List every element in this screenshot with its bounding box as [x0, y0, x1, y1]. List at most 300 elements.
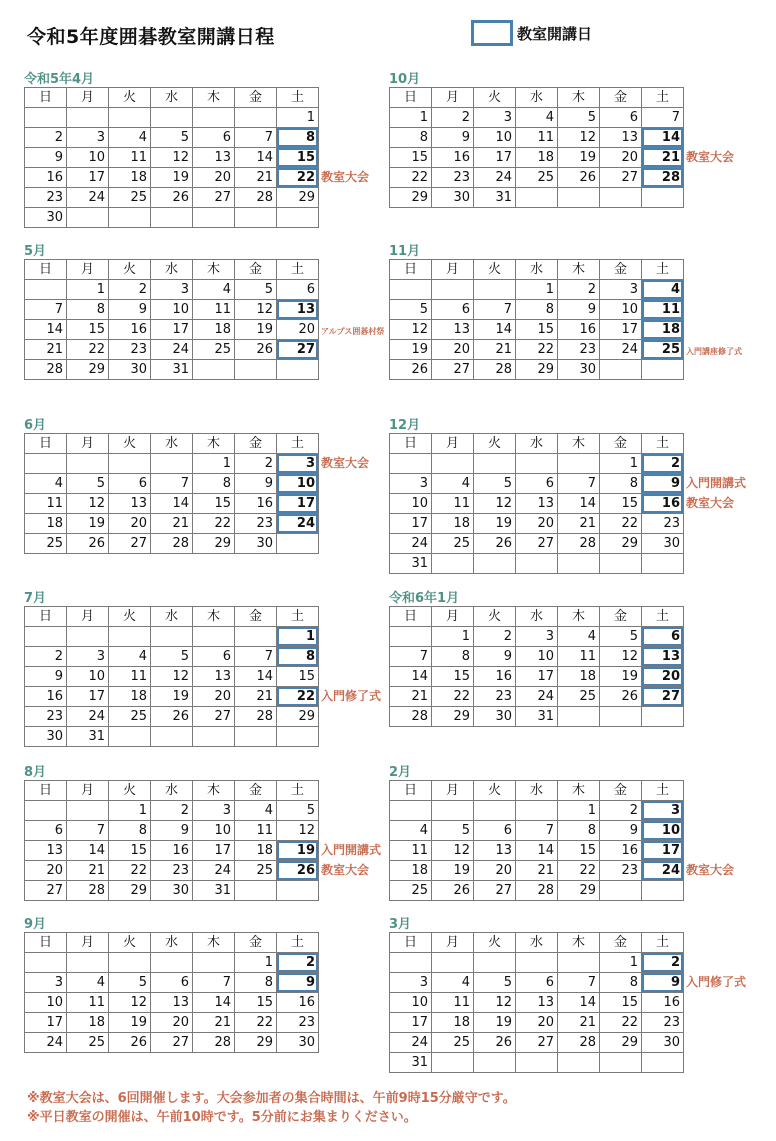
- day-cell: 23: [151, 861, 193, 881]
- day-cell: 6: [151, 973, 193, 993]
- weekday-header: 木: [558, 88, 600, 108]
- day-cell: 7: [193, 973, 235, 993]
- day-cell: 28: [390, 707, 432, 727]
- event-note: 教室大会: [686, 863, 735, 877]
- weekday-header: 水: [516, 260, 558, 280]
- week-row: [390, 108, 684, 128]
- day-cell: 13: [516, 494, 558, 514]
- day-cell: 20: [432, 340, 474, 360]
- week-row: [390, 320, 684, 340]
- day-cell: 15: [558, 841, 600, 861]
- class-day-cell: 2: [642, 953, 684, 973]
- week-row: [25, 881, 319, 901]
- weekday-header: 木: [193, 607, 235, 627]
- day-cell: 27: [151, 1033, 193, 1053]
- day-cell: 4: [109, 128, 151, 148]
- day-cell: 26: [390, 360, 432, 380]
- weekday-header: 土: [277, 781, 319, 801]
- empty-cell: [642, 554, 684, 574]
- day-cell: 3: [390, 973, 432, 993]
- day-cell: 25: [109, 188, 151, 208]
- empty-cell: [432, 554, 474, 574]
- empty-cell: [474, 280, 516, 300]
- week-row: [25, 514, 319, 534]
- day-cell: 1: [600, 953, 642, 973]
- day-cell: 7: [558, 474, 600, 494]
- empty-cell: [432, 953, 474, 973]
- calendar-table: [389, 932, 684, 1073]
- day-cell: 29: [193, 534, 235, 554]
- weekday-header: 日: [25, 607, 67, 627]
- day-cell: 20: [516, 1013, 558, 1033]
- day-cell: 15: [235, 993, 277, 1013]
- day-cell: 29: [109, 881, 151, 901]
- class-day-cell: 20: [642, 667, 684, 687]
- day-cell: 11: [432, 494, 474, 514]
- class-day-cell: 9: [277, 973, 319, 993]
- weekday-header: 水: [151, 434, 193, 454]
- class-day-cell: 19: [277, 841, 319, 861]
- day-cell: 27: [193, 707, 235, 727]
- weekday-header: 金: [600, 260, 642, 280]
- day-cell: 17: [67, 687, 109, 707]
- day-cell: 13: [474, 841, 516, 861]
- day-cell: 29: [277, 188, 319, 208]
- empty-cell: [432, 801, 474, 821]
- day-cell: 2: [25, 647, 67, 667]
- day-cell: 7: [151, 474, 193, 494]
- weekday-header: 金: [235, 933, 277, 953]
- week-row: [390, 801, 684, 821]
- weekday-header: 金: [600, 781, 642, 801]
- day-cell: 12: [109, 993, 151, 1013]
- day-cell: 17: [151, 320, 193, 340]
- empty-cell: [193, 208, 235, 228]
- empty-cell: [390, 953, 432, 973]
- day-cell: 16: [432, 148, 474, 168]
- day-cell: 9: [432, 128, 474, 148]
- day-cell: 16: [277, 993, 319, 1013]
- day-cell: 10: [25, 993, 67, 1013]
- week-row: [25, 474, 319, 494]
- weekday-header: 日: [25, 781, 67, 801]
- day-cell: 31: [474, 188, 516, 208]
- day-cell: 18: [390, 861, 432, 881]
- day-cell: 5: [151, 128, 193, 148]
- weekday-header: 日: [390, 933, 432, 953]
- empty-cell: [600, 881, 642, 901]
- event-note: 教室大会: [686, 496, 735, 510]
- day-cell: 25: [432, 1033, 474, 1053]
- empty-cell: [25, 801, 67, 821]
- day-cell: 21: [235, 687, 277, 707]
- day-cell: 27: [193, 188, 235, 208]
- day-cell: 7: [235, 128, 277, 148]
- day-cell: 23: [432, 168, 474, 188]
- weekday-header: 木: [193, 933, 235, 953]
- day-cell: 20: [277, 320, 319, 340]
- event-note: 入門開講式: [321, 843, 382, 857]
- empty-cell: [151, 727, 193, 747]
- day-cell: 7: [25, 300, 67, 320]
- day-cell: 25: [25, 534, 67, 554]
- day-cell: 16: [558, 320, 600, 340]
- event-note: 教室大会: [321, 170, 370, 184]
- day-cell: 27: [109, 534, 151, 554]
- day-cell: 17: [516, 667, 558, 687]
- empty-cell: [151, 627, 193, 647]
- empty-cell: [235, 727, 277, 747]
- day-cell: 16: [474, 667, 516, 687]
- day-cell: 11: [432, 993, 474, 1013]
- day-cell: 29: [67, 360, 109, 380]
- day-cell: 11: [516, 128, 558, 148]
- weekday-header: 日: [390, 260, 432, 280]
- day-cell: 21: [390, 687, 432, 707]
- empty-cell: [432, 280, 474, 300]
- day-cell: 11: [235, 821, 277, 841]
- class-day-cell: 22: [277, 168, 319, 188]
- month-label: 9月: [24, 917, 47, 932]
- calendar-table: [24, 433, 319, 554]
- day-cell: 2: [432, 108, 474, 128]
- day-cell: 13: [151, 993, 193, 1013]
- day-cell: 23: [474, 687, 516, 707]
- week-row: [390, 554, 684, 574]
- day-cell: 29: [390, 188, 432, 208]
- day-cell: 17: [390, 1013, 432, 1033]
- week-row: [25, 1033, 319, 1053]
- event-note: 教室大会: [686, 150, 735, 164]
- calendar-table: [389, 259, 684, 380]
- day-cell: 26: [151, 188, 193, 208]
- week-row: [390, 953, 684, 973]
- day-cell: 6: [516, 474, 558, 494]
- week-row: [390, 514, 684, 534]
- day-cell: 12: [277, 821, 319, 841]
- day-cell: 18: [432, 514, 474, 534]
- day-cell: 12: [67, 494, 109, 514]
- weekday-header: 金: [235, 607, 277, 627]
- empty-cell: [642, 1053, 684, 1073]
- week-row: [390, 1013, 684, 1033]
- day-cell: 14: [235, 667, 277, 687]
- weekday-header: 月: [67, 88, 109, 108]
- day-cell: 24: [474, 168, 516, 188]
- week-row: [390, 1033, 684, 1053]
- day-cell: 26: [151, 707, 193, 727]
- day-cell: 5: [474, 973, 516, 993]
- day-cell: 12: [474, 993, 516, 1013]
- day-cell: 30: [474, 707, 516, 727]
- class-day-cell: 8: [277, 647, 319, 667]
- calendar-table: [389, 433, 684, 574]
- week-row: [390, 993, 684, 1013]
- weekday-header: 水: [151, 88, 193, 108]
- day-cell: 17: [25, 1013, 67, 1033]
- day-cell: 5: [67, 474, 109, 494]
- day-cell: 16: [151, 841, 193, 861]
- day-cell: 9: [25, 667, 67, 687]
- day-cell: 25: [67, 1033, 109, 1053]
- day-cell: 24: [600, 340, 642, 360]
- weekday-header: 土: [642, 607, 684, 627]
- week-row: [25, 280, 319, 300]
- day-cell: 28: [558, 534, 600, 554]
- day-cell: 5: [151, 647, 193, 667]
- class-day-cell: 10: [277, 474, 319, 494]
- class-day-cell: 16: [642, 494, 684, 514]
- day-cell: 12: [235, 300, 277, 320]
- event-note: 入門修了式: [686, 975, 747, 989]
- weekday-header: 日: [25, 933, 67, 953]
- weekday-header: 水: [516, 434, 558, 454]
- day-cell: 5: [474, 474, 516, 494]
- empty-cell: [235, 108, 277, 128]
- day-cell: 8: [193, 474, 235, 494]
- weekday-header: 金: [600, 933, 642, 953]
- event-note: 入門開講式: [686, 476, 747, 490]
- day-cell: 11: [109, 667, 151, 687]
- day-cell: 8: [109, 821, 151, 841]
- day-cell: 17: [600, 320, 642, 340]
- weekday-header: 月: [432, 260, 474, 280]
- day-cell: 15: [390, 148, 432, 168]
- class-day-cell: 2: [277, 953, 319, 973]
- day-cell: 12: [432, 841, 474, 861]
- week-row: [390, 647, 684, 667]
- day-cell: 15: [277, 667, 319, 687]
- empty-cell: [516, 554, 558, 574]
- day-cell: 28: [193, 1033, 235, 1053]
- empty-cell: [109, 454, 151, 474]
- day-cell: 8: [432, 647, 474, 667]
- day-cell: 20: [25, 861, 67, 881]
- day-cell: 10: [516, 647, 558, 667]
- empty-cell: [558, 707, 600, 727]
- day-cell: 21: [193, 1013, 235, 1033]
- day-cell: 7: [390, 647, 432, 667]
- day-cell: 14: [193, 993, 235, 1013]
- empty-cell: [277, 360, 319, 380]
- empty-cell: [193, 727, 235, 747]
- empty-cell: [151, 108, 193, 128]
- week-row: [25, 727, 319, 747]
- empty-cell: [390, 454, 432, 474]
- empty-cell: [67, 627, 109, 647]
- empty-cell: [600, 360, 642, 380]
- class-day-cell: 14: [642, 128, 684, 148]
- day-cell: 24: [67, 188, 109, 208]
- day-cell: 20: [516, 514, 558, 534]
- day-cell: 19: [67, 514, 109, 534]
- day-cell: 17: [474, 148, 516, 168]
- day-cell: 22: [193, 514, 235, 534]
- day-cell: 15: [516, 320, 558, 340]
- empty-cell: [235, 360, 277, 380]
- empty-cell: [600, 1053, 642, 1073]
- class-day-cell: 27: [277, 340, 319, 360]
- day-cell: 29: [516, 360, 558, 380]
- day-cell: 2: [25, 128, 67, 148]
- day-cell: 19: [558, 148, 600, 168]
- day-cell: 12: [151, 148, 193, 168]
- week-row: [390, 687, 684, 707]
- empty-cell: [109, 727, 151, 747]
- day-cell: 16: [235, 494, 277, 514]
- day-cell: 22: [67, 340, 109, 360]
- day-cell: 22: [558, 861, 600, 881]
- week-row: [390, 340, 684, 360]
- day-cell: 14: [235, 148, 277, 168]
- day-cell: 30: [642, 534, 684, 554]
- empty-cell: [235, 881, 277, 901]
- day-cell: 12: [600, 647, 642, 667]
- empty-cell: [67, 454, 109, 474]
- empty-cell: [109, 208, 151, 228]
- weekday-header: 日: [390, 781, 432, 801]
- day-cell: 21: [235, 168, 277, 188]
- day-cell: 1: [109, 801, 151, 821]
- week-row: [390, 300, 684, 320]
- weekday-header: 日: [25, 434, 67, 454]
- empty-cell: [516, 801, 558, 821]
- calendar-table: [24, 606, 319, 747]
- day-cell: 25: [193, 340, 235, 360]
- week-row: [390, 841, 684, 861]
- week-row: [390, 667, 684, 687]
- day-cell: 29: [558, 881, 600, 901]
- empty-cell: [25, 953, 67, 973]
- weekday-header: 土: [642, 933, 684, 953]
- day-cell: 11: [109, 148, 151, 168]
- month-label: 12月: [389, 418, 421, 433]
- day-cell: 5: [432, 821, 474, 841]
- day-cell: 4: [67, 973, 109, 993]
- day-cell: 19: [474, 1013, 516, 1033]
- week-row: [390, 881, 684, 901]
- day-cell: 28: [516, 881, 558, 901]
- weekday-header: 月: [67, 260, 109, 280]
- class-day-cell: 2: [642, 454, 684, 474]
- day-cell: 7: [516, 821, 558, 841]
- day-cell: 30: [277, 1033, 319, 1053]
- day-cell: 4: [516, 108, 558, 128]
- weekday-header: 木: [558, 933, 600, 953]
- empty-cell: [432, 454, 474, 474]
- weekday-header: 月: [432, 434, 474, 454]
- empty-cell: [193, 108, 235, 128]
- class-day-cell: 8: [277, 128, 319, 148]
- class-day-cell: 4: [642, 280, 684, 300]
- weekday-header: 木: [193, 260, 235, 280]
- day-cell: 3: [390, 474, 432, 494]
- empty-cell: [390, 801, 432, 821]
- day-cell: 5: [558, 108, 600, 128]
- day-cell: 6: [193, 128, 235, 148]
- class-day-cell: 11: [642, 300, 684, 320]
- day-cell: 24: [151, 340, 193, 360]
- day-cell: 30: [558, 360, 600, 380]
- day-cell: 25: [516, 168, 558, 188]
- day-cell: 26: [474, 1033, 516, 1053]
- day-cell: 22: [516, 340, 558, 360]
- empty-cell: [516, 188, 558, 208]
- class-day-cell: 17: [642, 841, 684, 861]
- day-cell: 22: [109, 861, 151, 881]
- day-cell: 9: [558, 300, 600, 320]
- day-cell: 1: [277, 108, 319, 128]
- class-day-cell: 13: [642, 647, 684, 667]
- event-note: 教室大会: [321, 456, 370, 470]
- weekday-header: 水: [516, 781, 558, 801]
- class-day-cell: 26: [277, 861, 319, 881]
- empty-cell: [235, 208, 277, 228]
- month-label: 8月: [24, 765, 47, 780]
- day-cell: 18: [516, 148, 558, 168]
- week-row: [25, 494, 319, 514]
- day-cell: 12: [390, 320, 432, 340]
- day-cell: 6: [516, 973, 558, 993]
- day-cell: 2: [558, 280, 600, 300]
- day-cell: 31: [390, 1053, 432, 1073]
- week-row: [25, 454, 319, 474]
- weekday-header: 日: [25, 88, 67, 108]
- day-cell: 20: [474, 861, 516, 881]
- week-row: [25, 208, 319, 228]
- day-cell: 23: [642, 514, 684, 534]
- day-cell: 11: [67, 993, 109, 1013]
- calendar-table: [24, 780, 319, 901]
- empty-cell: [67, 801, 109, 821]
- month-label: 2月: [389, 765, 412, 780]
- weekday-header: 日: [390, 434, 432, 454]
- day-cell: 26: [67, 534, 109, 554]
- day-cell: 1: [193, 454, 235, 474]
- day-cell: 29: [235, 1033, 277, 1053]
- day-cell: 28: [235, 188, 277, 208]
- day-cell: 21: [558, 514, 600, 534]
- weekday-header: 土: [277, 434, 319, 454]
- empty-cell: [109, 108, 151, 128]
- month-label: 令和5年4月: [24, 72, 95, 87]
- day-cell: 5: [390, 300, 432, 320]
- weekday-header: 金: [600, 88, 642, 108]
- day-cell: 7: [235, 647, 277, 667]
- day-cell: 23: [109, 340, 151, 360]
- weekday-header: 木: [558, 260, 600, 280]
- day-cell: 30: [25, 727, 67, 747]
- day-cell: 4: [432, 973, 474, 993]
- footer-note-1: ※教室大会は、6回開催します。大会参加者の集合時間は、午前9時15分厳守です。: [27, 1091, 516, 1106]
- class-day-cell: 18: [642, 320, 684, 340]
- empty-cell: [558, 454, 600, 474]
- class-day-cell: 13: [277, 300, 319, 320]
- weekday-header: 火: [109, 88, 151, 108]
- day-cell: 11: [25, 494, 67, 514]
- empty-cell: [432, 1053, 474, 1073]
- event-note: 教室大会: [321, 863, 370, 877]
- day-cell: 4: [432, 474, 474, 494]
- day-cell: 13: [193, 667, 235, 687]
- day-cell: 13: [109, 494, 151, 514]
- day-cell: 3: [151, 280, 193, 300]
- day-cell: 17: [67, 168, 109, 188]
- week-row: [25, 360, 319, 380]
- empty-cell: [600, 188, 642, 208]
- week-row: [390, 627, 684, 647]
- day-cell: 9: [235, 474, 277, 494]
